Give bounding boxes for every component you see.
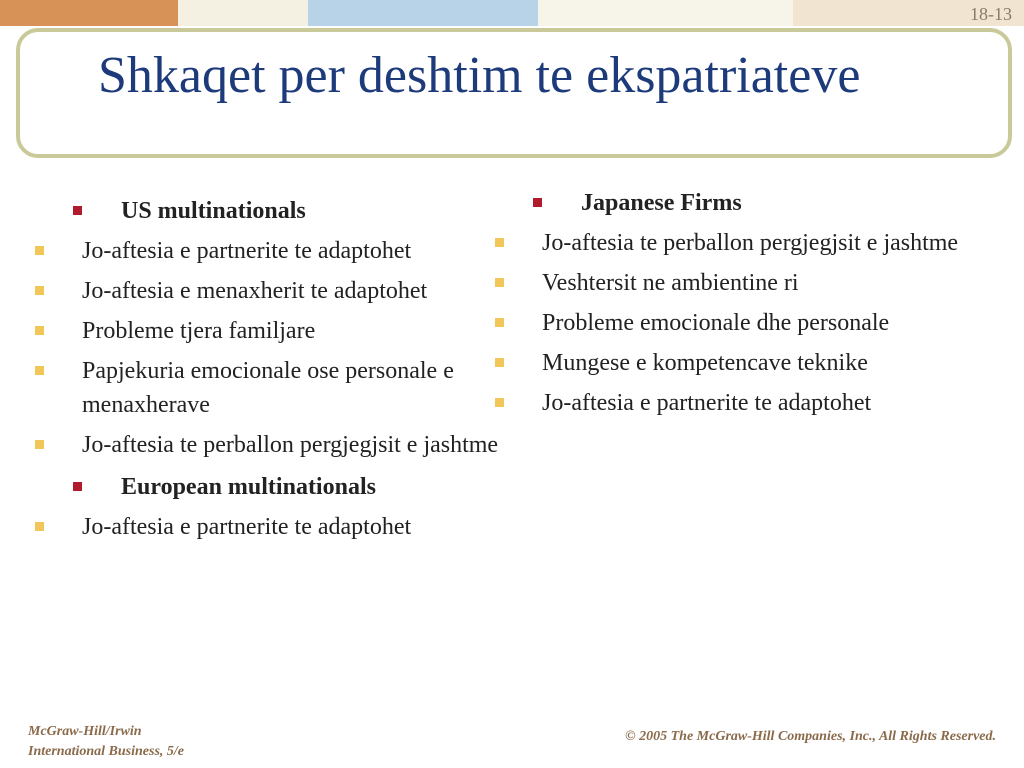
square-bullet-icon [35,440,44,449]
list-item [479,346,970,380]
list-item-text: Papjekuria emocionale ose personale e menaxherave [82,358,454,418]
section-european-multinationals [70,470,500,544]
bullet-list [530,186,970,420]
header-strip-orange [0,0,178,26]
list-item [19,354,500,422]
square-bullet-icon [495,398,504,407]
list-item [19,274,500,308]
section-heading: US multinationals [121,198,306,224]
square-bullet-icon [73,482,82,491]
list-item [479,226,970,260]
right-column [530,178,970,420]
list-item-text: Jo-aftesia te perballon pergjegjsit e jashtme [542,230,959,256]
sub-list [70,510,500,544]
list-item-text: Jo-aftesia e menaxherit te adaptohet [82,278,428,304]
list-item-text: Jo-aftesia te perballon pergjegjsit e jashtme [82,432,499,458]
slide-number: 18-13 [970,4,1012,24]
section-heading: European multinationals [121,474,376,500]
square-bullet-icon [495,358,504,367]
list-item-text: Veshtersit ne ambientine ri [542,270,799,296]
footer-publisher-line2: International Business, 5/e [28,744,184,759]
title-box [16,28,1012,158]
square-bullet-icon [495,318,504,327]
header-strip-cream [178,0,308,26]
square-bullet-icon [35,366,44,375]
bullet-list [70,194,500,544]
list-item [479,386,970,420]
list-item-text: Mungese e kompetencave teknike [542,350,868,376]
square-bullet-icon [35,246,44,255]
list-item-text: Probleme tjera familjare [82,318,316,344]
footer-publisher-line1: McGraw-Hill/Irwin [28,724,142,739]
square-bullet-icon [533,198,542,207]
square-bullet-icon [35,286,44,295]
left-column [70,186,500,544]
sub-list [70,234,500,462]
list-item-text: Jo-aftesia e partnerite te adaptohet [82,514,412,540]
list-item [19,428,500,462]
footer-copyright: © 2005 The McGraw-Hill Companies, Inc., All Rights Reserved. [625,729,996,744]
footer-publisher [28,722,184,762]
list-item [19,510,500,544]
header-strip-light [538,0,793,26]
section-heading: Japanese Firms [581,190,742,216]
square-bullet-icon [495,238,504,247]
square-bullet-icon [73,206,82,215]
list-item [19,234,500,268]
header-strip-blue [308,0,538,26]
slide-title: Shkaqet per deshtim te ekspatriateve [98,47,861,104]
list-item [479,266,970,300]
square-bullet-icon [35,522,44,531]
square-bullet-icon [35,326,44,335]
sub-list [530,226,970,420]
section-us-multinationals [70,194,500,462]
list-item [19,314,500,348]
section-japanese-firms [530,186,970,420]
list-item-text: Probleme emocionale dhe personale [542,310,890,336]
list-item [479,306,970,340]
square-bullet-icon [495,278,504,287]
list-item-text: Jo-aftesia e partnerite te adaptohet [542,390,872,416]
list-item-text: Jo-aftesia e partnerite te adaptohet [82,238,412,264]
